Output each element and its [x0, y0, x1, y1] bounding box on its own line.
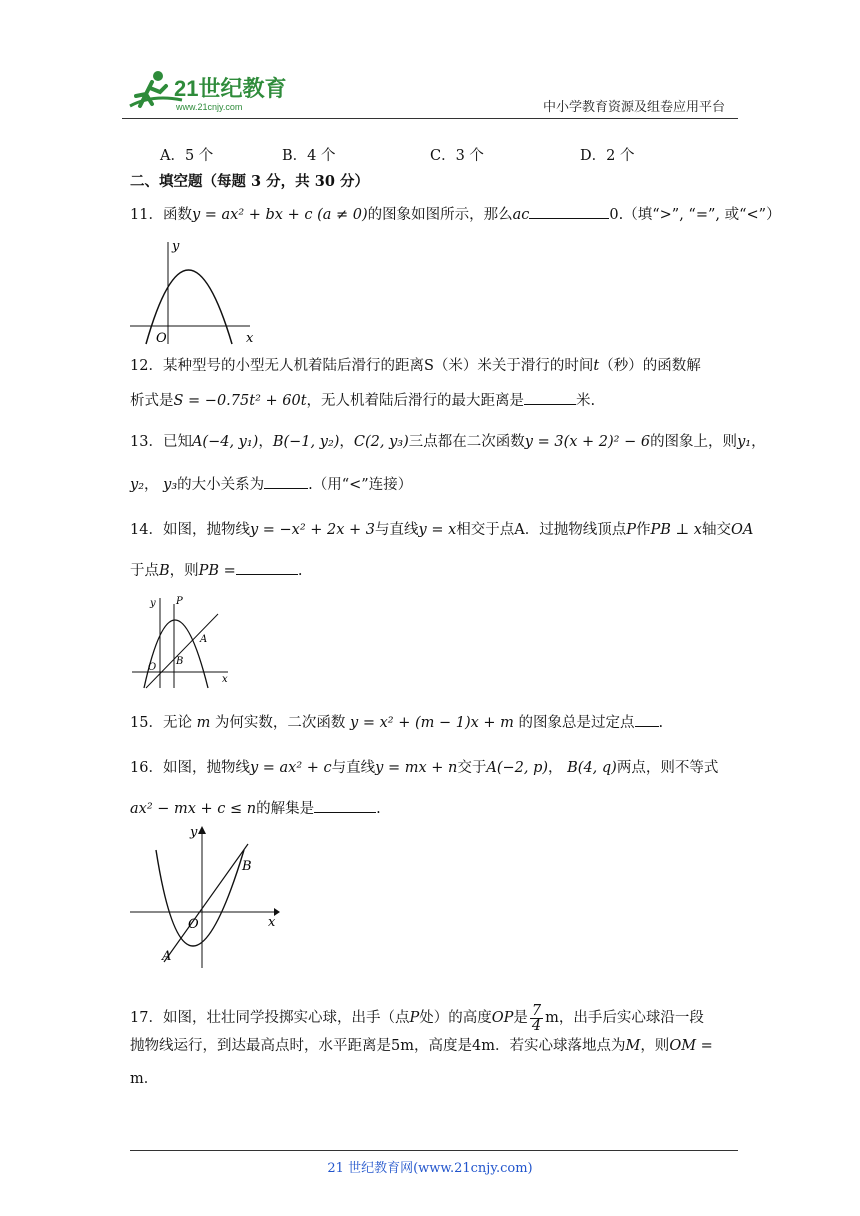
figure-q14-parabola-line	[130, 592, 240, 692]
option-c: C．3 个	[430, 148, 484, 164]
option-d: D．2 个	[580, 148, 635, 164]
option-a: A．5 个	[160, 148, 214, 164]
svg-text:x: x	[222, 674, 228, 685]
svg-text:A: A	[162, 949, 172, 964]
platform-name: 中小学教育资源及组卷应用平台	[542, 100, 725, 115]
question-16-line-2: ax² − mx + c ≤ n的解集是 .	[130, 798, 381, 819]
svg-text:P: P	[176, 596, 183, 607]
question-16-line-1: 16．如图，抛物线y = ax² + c与直线y = mx + n交于A(−2, p)， B(4, q)两点，则不等式	[130, 760, 719, 776]
footer-text: 21 世纪教育网(www.21cnjy.com)	[327, 1161, 533, 1176]
option-b: B．4 个	[282, 148, 336, 164]
site-logo	[122, 66, 292, 118]
svg-text:O: O	[156, 331, 167, 346]
question-14-line-2: 于点B，则PB = .	[130, 560, 302, 581]
footer-divider	[130, 1150, 738, 1151]
svg-text:y: y	[150, 598, 156, 609]
question-17-line-1: 17．如图，壮壮同学投掷实心球，出手（点P处）的高度OP是 $\frac{7}{4}$ m，出手后实心球沿一段	[130, 1002, 704, 1034]
svg-text:O: O	[148, 662, 157, 673]
question-11: 11．函数y = ax² + bx + c (a ≠ 0)的图象如图所示，那么ac 0.（填“>”, “=”, 或“<”）	[130, 204, 781, 225]
question-17-line-3: m．	[130, 1071, 159, 1087]
header-divider	[122, 118, 738, 119]
svg-text:B: B	[176, 656, 184, 667]
question-15: 15．无论 m 为何实数，二次函数 y = x² + (m − 1)x + m 的图象总是过定点 .	[130, 712, 663, 733]
question-13-line-2: y₂， y₃的大小关系为 .（用“<”连接）	[130, 474, 412, 495]
figure-q16-parabola-line	[128, 822, 280, 970]
svg-text:www.21cnjy.com: www.21cnjy.com	[176, 102, 243, 112]
question-12-line-1: 12．某种型号的小型无人机着陆后滑行的距离S（米）米关于滑行的时间t（秒）的函数解	[130, 358, 701, 374]
svg-text:y: y	[190, 825, 198, 840]
svg-text:O: O	[188, 917, 199, 932]
question-12-line-2: 析式是S = −0.75t² + 60t，无人机着陆后滑行的最大距离是 米.	[130, 390, 595, 411]
question-14-line-1: 14．如图，抛物线y = −x² + 2x + 3与直线y = x相交于点A．过抛物线顶点P作PB ⊥ x轴交OA	[130, 522, 754, 538]
svg-text:B: B	[242, 859, 252, 874]
svg-text:x: x	[246, 331, 254, 346]
figure-q11-parabola	[128, 236, 258, 348]
svg-text:A: A	[200, 634, 208, 645]
svg-text:y: y	[172, 239, 180, 254]
section-title: 二、填空题（每题 3 分，共 30 分）	[130, 173, 369, 190]
question-13-line-1: 13．已知A(−4, y₁)，B(−1, y₂)，C(2, y₃)三点都在二次函数y = 3(x + 2)² − 6的图象上，则y₁，	[130, 434, 766, 450]
svg-text:21世纪教育: 21世纪教育	[174, 76, 287, 101]
question-17-line-2: 抛物线运行，到达最高点时，水平距离是5m，高度是4m．若实心球落地点为M，则OM =	[130, 1038, 713, 1054]
fraction-seven-fourths: $\frac{7}{4}$	[531, 1002, 542, 1034]
svg-text:x: x	[268, 915, 276, 930]
